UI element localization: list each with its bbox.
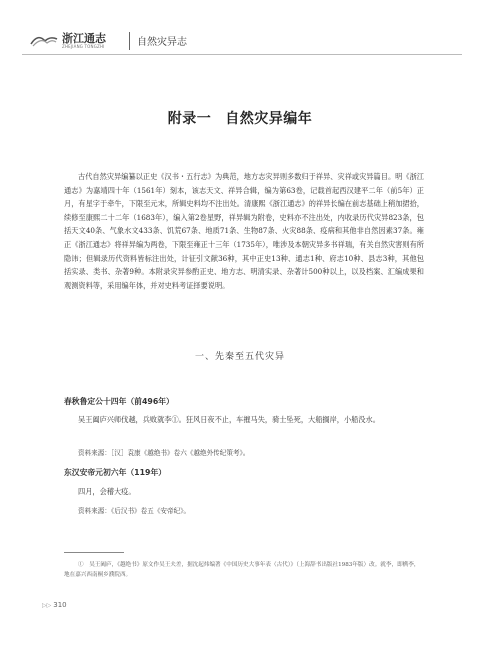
header-rule — [22, 54, 462, 55]
section-heading: 一、先秦至五代灾异 — [194, 352, 285, 362]
title-part-1: 附录一 — [167, 111, 212, 127]
volume-title: 自然灾异志 — [137, 37, 187, 48]
entry-heading: 春秋鲁定公十四年（前496年） — [64, 397, 174, 406]
header-divider — [129, 32, 130, 50]
page-header — [22, 30, 462, 54]
intro-paragraph: 古代自然灾异编纂以正史《汉书・五行志》为典范，地方志灾异则多数归于祥异、灾祥或灾异篇目。明《浙江通志》为嘉靖四十年（1561年）刻本，该志天文、祥异合辑，编为第63卷，记载首起西汉建平二年（前5年）正月，有星字于牵牛，下限至元末，所辑史料均不注出处。清康熙《浙江通志》的祥异长编在前志基础上稍加捃拾，续修至康熙二十二年（1683年），编入第2卷星野，祥异辑为附卷，史料亦不注出处，内收录历代灾异823条，包括天文40条、气象水文433条、饥荒67条、地质71条、生物87条、火灾88条、疫病和其他非自然因素37条。雍正《浙江通志》将祥异编为两卷，下限至雍正十三年（1735年），唯涉及本朝灾异多书祥瑞，有关自然灾害则有所隐讳；但辑录历代资料皆标注出处，计征引文献36种，其中正史13种、通志1种、府志10种、县志3种，其他包括实录、类书、杂著9种。本附录灾异参酌正史、地方志、明清实录、杂著计500种以上，以及档案、汇编成果和观测资料等，采用编年体，并对史料考证择要说明。 — [64, 172, 424, 290]
logo-icon — [30, 32, 58, 48]
entry-source: 资料来源：《后汉书》卷五《安帝纪》。 — [78, 507, 191, 515]
page-arrow-icon: ▷▷ — [42, 602, 52, 609]
footnote: ① 吴王阖庐，《越绝书》原文作吴王夫差，据沈起炜编著《中国历史大事年表（古代）》（上海辞书出版社1983年版）改。就李，即檇李，地在嘉兴西南桐乡濮院西。 — [64, 562, 420, 578]
logo-text: 浙江通志 — [62, 32, 106, 45]
page-number-value: 310 — [53, 601, 67, 609]
entry-heading: 东汉安帝元初六年（119年） — [64, 468, 167, 477]
entry-source: 资料来源：［汉］袁康《越绝书》卷六《越绝外传纪策考》。 — [78, 449, 250, 457]
entry-text: 吴王阖庐兴师伐越，兵败就李①。狂风日夜不止，车摧马失，骑士坠死，大船搁岸，小船没水。 — [78, 415, 380, 424]
page-title — [0, 108, 480, 128]
logo-subtitle: ZHEJIANG TONGZHI — [62, 44, 105, 49]
footnote-rule — [64, 552, 124, 553]
entry-text: 四月，会稽大疫。 — [78, 487, 136, 496]
page-number — [42, 601, 67, 609]
title-part-2: 自然灾异编年 — [225, 111, 313, 127]
